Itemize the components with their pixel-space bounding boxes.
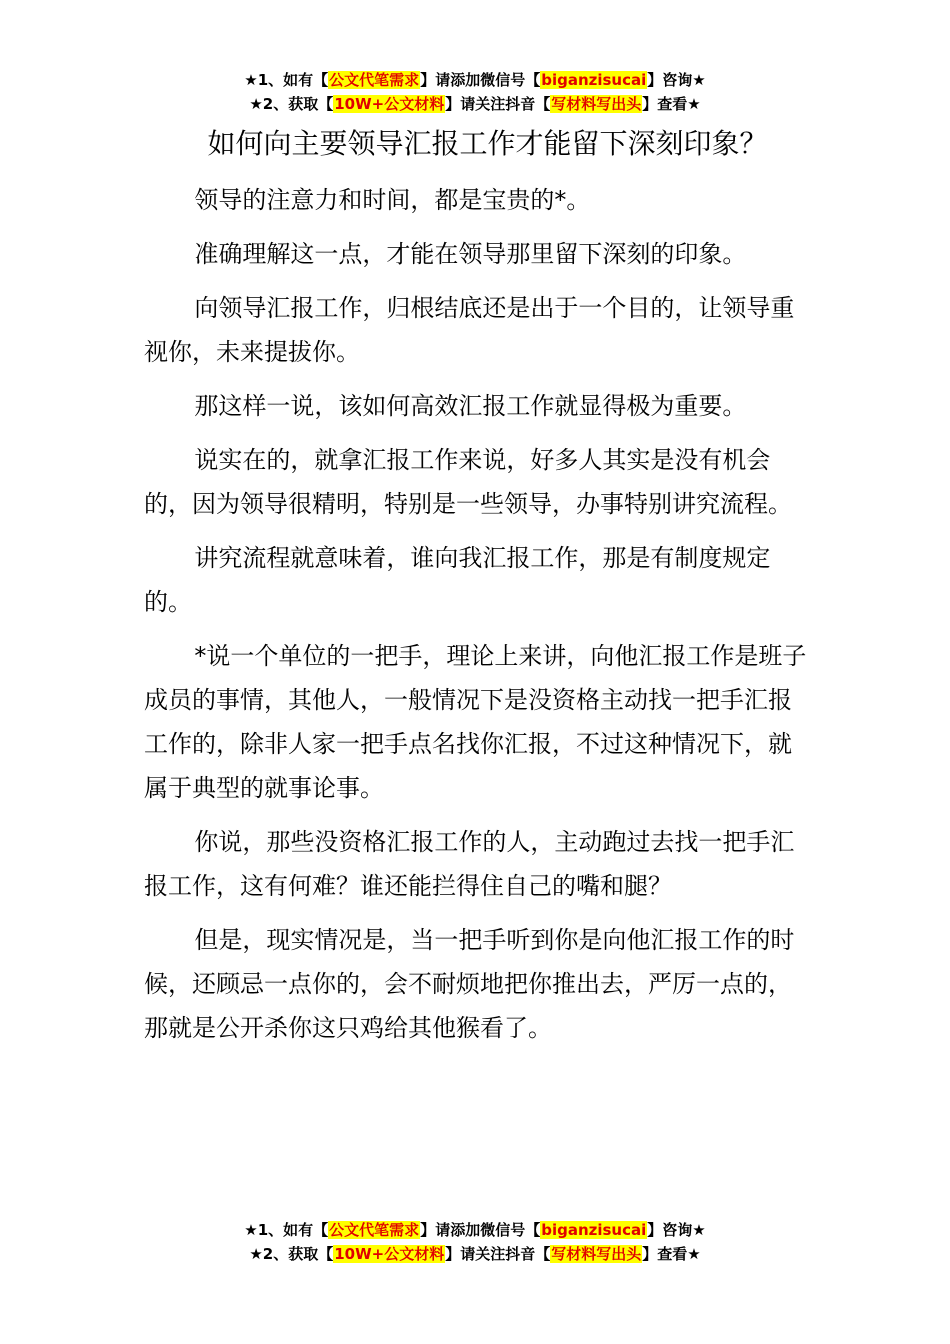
footer-line-1-suffix: 】咨询★ [647, 1221, 706, 1239]
footer-line-1-highlight-wechat: biganzisucai [541, 1221, 647, 1239]
header-banner-line-2 [0, 92, 950, 116]
footer-line-1-prefix: ★1、如有【 [244, 1221, 329, 1239]
header-banner [0, 68, 950, 116]
header-line-2-suffix: 】查看★ [642, 95, 701, 113]
body-paragraph: 准确理解这一点，才能在领导那里留下深刻的印象。 [194, 240, 747, 268]
footer-line-2-middle: 】请关注抖音【 [445, 1245, 551, 1263]
body-paragraph: 说实在的，就拿汇报工作来说，好多人其实是没有机会的，因为领导很精明，特别是一些领导，办事特别讲究流程。 [144, 446, 792, 518]
footer-banner [0, 1218, 950, 1266]
header-banner-line-1 [0, 68, 950, 92]
footer-banner-line-1 [0, 1218, 950, 1242]
document-title: 如何向主要领导汇报工作才能留下深刻印象？ [207, 127, 768, 160]
body-paragraph: 领导的注意力和时间，都是宝贵的*。 [194, 186, 591, 214]
header-line-1-highlight-service: 公文代笔需求 [329, 71, 420, 89]
body-paragraph: 向领导汇报工作，归根结底还是出于一个目的，让领导重视你，未来提拔你。 [144, 294, 795, 366]
footer-line-2-highlight-materials: 10W+公文材料 [334, 1245, 445, 1263]
footer-line-1-highlight-service: 公文代笔需求 [329, 1221, 420, 1239]
footer-line-2-suffix: 】查看★ [642, 1245, 701, 1263]
footer-line-2-prefix: ★2、获取【 [249, 1245, 334, 1263]
header-line-1-highlight-wechat: biganzisucai [541, 71, 647, 89]
body-paragraph: *说一个单位的一把手，理论上来讲，向他汇报工作是班子成员的事情，其他人，一般情况下是没资格主动找一把手汇报工作的，除非人家一把手点名找你汇报，不过这种情况下，就属于典型的就事论事。 [144, 642, 807, 802]
body-paragraph: 讲究流程就意味着，谁向我汇报工作，那是有制度规定的。 [144, 544, 771, 616]
header-line-1-suffix: 】咨询★ [647, 71, 706, 89]
body-paragraph: 但是，现实情况是，当一把手听到你是向他汇报工作的时候，还顾忌一点你的，会不耐烦地把你推出去，严厉一点的，那就是公开杀你这只鸡给其他猴看了。 [144, 926, 795, 1042]
header-line-1-prefix: ★1、如有【 [244, 71, 329, 89]
header-line-2-highlight-materials: 10W+公文材料 [334, 95, 445, 113]
body-paragraph: 那这样一说，该如何高效汇报工作就显得极为重要。 [194, 392, 747, 420]
header-line-2-prefix: ★2、获取【 [249, 95, 334, 113]
footer-line-2-highlight-douyin: 写材料写出头 [551, 1245, 642, 1263]
header-line-2-highlight-douyin: 写材料写出头 [551, 95, 642, 113]
body-paragraph: 你说，那些没资格汇报工作的人，主动跑过去找一把手汇报工作，这有何难？谁还能拦得住自己的嘴和腿？ [144, 828, 795, 900]
footer-banner-line-2 [0, 1242, 950, 1266]
header-line-1-middle: 】请添加微信号【 [420, 71, 541, 89]
header-line-2-middle: 】请关注抖音【 [445, 95, 551, 113]
document-body [144, 178, 808, 1060]
footer-line-1-middle: 】请添加微信号【 [420, 1221, 541, 1239]
